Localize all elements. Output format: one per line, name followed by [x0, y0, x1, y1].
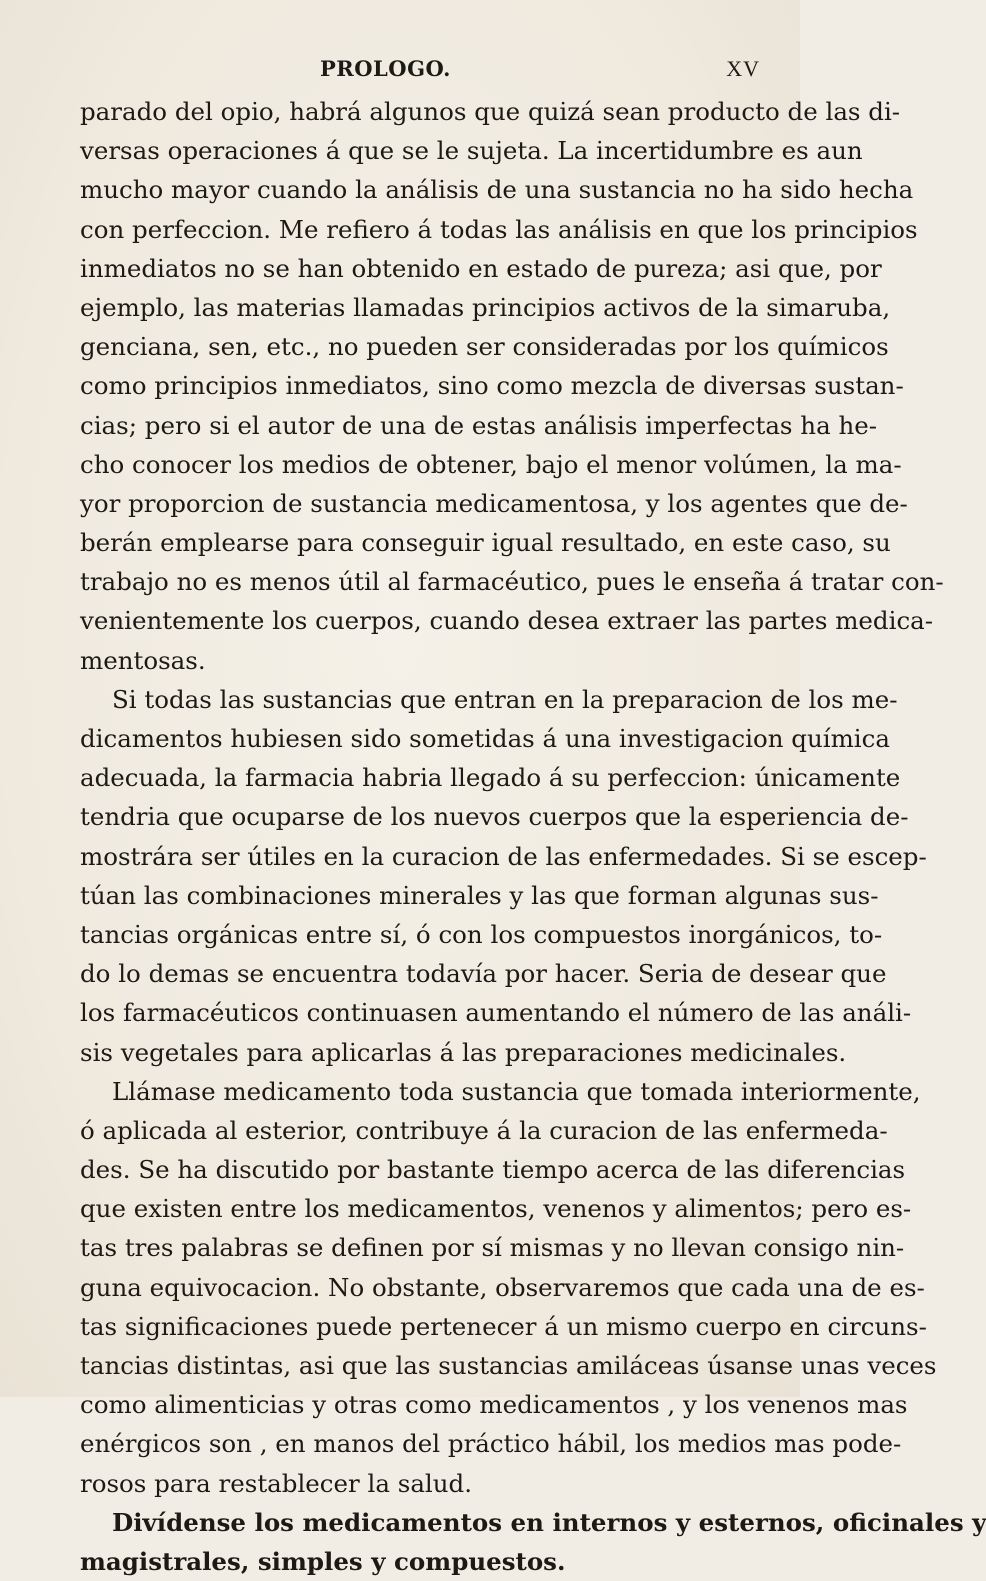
text-line: Llámase medicamento toda sustancia que tomada interiormente, [112, 1076, 921, 1106]
text-line: genciana, sen, etc., no pueden ser consideradas por los químicos [80, 332, 889, 362]
text-line: Si todas las sustancias que entran en la preparacion de los me- [112, 684, 898, 714]
text-line: des. Se ha discutido por bastante tiempo acerca de las diferencias [80, 1155, 906, 1185]
text-line: tancias distintas, asi que las sustancias amiláceas úsanse unas veces [80, 1351, 937, 1380]
text-line: do lo demas se encuentra todavía por hacer. Seria de desear que [80, 959, 887, 989]
text-line: Divídense los medicamentos en internos y esternos, oficinales y [112, 1507, 986, 1537]
text-line: enérgicos son , en manos del práctico hábil, los medios mas pode- [80, 1429, 902, 1459]
text-line: trabajo no es menos útil al farmacéutico, pues le enseña á tratar con- [80, 567, 944, 597]
text-line: cho conocer los medios de obtener, bajo el menor volúmen, la ma- [80, 449, 902, 479]
text-line: como alimenticias y otras como medicamentos , y los venenos mas [80, 1390, 908, 1420]
page-header [80, 56, 760, 92]
text-line: cias; pero si el autor de una de estas análisis imperfectas ha he- [80, 410, 878, 440]
text-line: mostrára ser útiles en la curacion de las enfermedades. Si se escep- [80, 841, 927, 871]
text-line: sis vegetales para aplicarlas á las preparaciones medicinales. [80, 1037, 847, 1067]
text-line: yor proporcion de sustancia medicamentosa, y los agentes que de- [80, 488, 908, 518]
text-line: parado del opio, habrá algunos que quizá sean producto de las di- [80, 97, 901, 126]
text-line: guna equivocacion. No obstante, observaremos que cada una de es- [80, 1272, 925, 1302]
text-line: dicamentos hubiesen sido sometidas á una investigacion química [80, 724, 890, 753]
text-line: rosos para restablecer la salud. [80, 1468, 473, 1498]
text-line: inmediatos no se han obtenido en estado de pureza; asi que, por [80, 253, 882, 283]
text-line: venientemente los cuerpos, cuando desea extraer las partes medica- [80, 606, 934, 636]
text-line: tancias orgánicas entre sí, ó con los compuestos inorgánicos, to- [80, 919, 883, 949]
text-line: los farmacéuticos continuasen aumentando el número de las análi- [80, 998, 912, 1028]
text-line: túan las combinaciones minerales y las que forman algunas sus- [80, 880, 879, 910]
text-line: como principios inmediatos, sino como mezcla de diversas sustan- [80, 371, 904, 401]
text-line: adecuada, la farmacia habria llegado á su perfeccion: únicamente [80, 763, 901, 793]
text-line: tas tres palabras se definen por sí mismas y no llevan consigo nin- [80, 1233, 905, 1263]
text-line: magistrales, simples y compuestos. [80, 1546, 566, 1576]
page-number: XV [726, 56, 760, 81]
text-line: ó aplicada al esterior, contribuye á la curacion de las enfermeda- [80, 1115, 888, 1145]
running-title: PROLOGO. [320, 56, 451, 81]
text-line: berán emplearse para conseguir igual resultado, en este caso, su [80, 528, 891, 558]
text-line: versas operaciones á que se le sujeta. La incertidumbre es aun [80, 136, 863, 166]
text-line: ejemplo, las materias llamadas principios activos de la simaruba, [80, 292, 891, 322]
text-line: tas significaciones puede pertenecer á un mismo cuerpo en circuns- [80, 1311, 927, 1341]
text-line: mucho mayor cuando la análisis de una sustancia no ha sido hecha [80, 175, 914, 205]
text-line: que existen entre los medicamentos, venenos y alimentos; pero es- [80, 1194, 912, 1224]
text-line: tendria que ocuparse de los nuevos cuerpos que la esperiencia de- [80, 802, 909, 832]
body-text [80, 92, 986, 1581]
text-line: con perfeccion. Me refiero á todas las análisis en que los principios [80, 214, 918, 244]
text-line: mentosas. [80, 645, 206, 675]
